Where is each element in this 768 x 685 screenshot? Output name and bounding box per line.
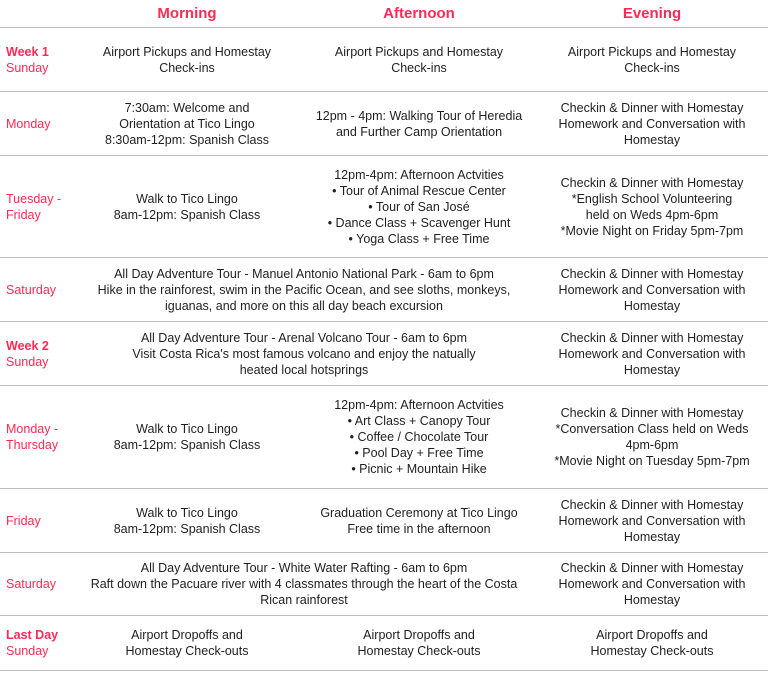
table-row (0, 322, 768, 386)
morning-cell: Walk to Tico Lingo 8am-12pm: Spanish Class (72, 156, 302, 258)
afternoon-cell: Airport Dropoffs and Homestay Check-outs (302, 616, 536, 671)
day-cell (0, 156, 72, 258)
table-row (0, 489, 768, 553)
day-label: Monday (6, 116, 51, 131)
evening-cell: Checkin & Dinner with Homestay *English School Volunteering held on Weds 4pm-6pm *Movie Night on Friday 5pm-7pm (536, 156, 768, 258)
day-cell (0, 28, 72, 92)
evening-cell: Airport Dropoffs and Homestay Check-outs (536, 616, 768, 671)
day-label: Sunday (6, 644, 49, 658)
header-afternoon: Afternoon (302, 0, 536, 28)
evening-cell: Checkin & Dinner with Homestay Homework and Conversation with Homestay (536, 553, 768, 616)
evening-cell: Checkin & Dinner with Homestay Homework and Conversation with Homestay (536, 489, 768, 553)
header-row (0, 0, 768, 28)
evening-cell: Checkin & Dinner with Homestay Homework and Conversation with Homestay (536, 92, 768, 156)
day-cell (0, 386, 72, 489)
evening-cell: Checkin & Dinner with Homestay Homework and Conversation with Homestay (536, 258, 768, 322)
table-row (0, 92, 768, 156)
day-cell (0, 616, 72, 671)
all-day-cell: All Day Adventure Tour - White Water Rafting - 6am to 6pm Raft down the Pacuare river with 4 classmates through the heart of the Costa Rican rainforest (72, 553, 536, 616)
header-evening: Evening (536, 0, 768, 28)
day-cell (0, 92, 72, 156)
day-cell (0, 322, 72, 386)
day-cell (0, 258, 72, 322)
day-label: Friday (6, 513, 41, 528)
afternoon-cell: Graduation Ceremony at Tico Lingo Free time in the afternoon (302, 489, 536, 553)
evening-cell: Checkin & Dinner with Homestay Homework and Conversation with Homestay (536, 322, 768, 386)
evening-cell: Airport Pickups and Homestay Check-ins (536, 28, 768, 92)
day-label: Saturday (6, 282, 57, 297)
table-row (0, 553, 768, 616)
day-cell (0, 553, 72, 616)
afternoon-cell: 12pm - 4pm: Walking Tour of Heredia and Further Camp Orientation (302, 92, 536, 156)
morning-cell: 7:30am: Welcome and Orientation at Tico Lingo 8:30am-12pm: Spanish Class (72, 92, 302, 156)
morning-cell: Airport Dropoffs and Homestay Check-outs (72, 616, 302, 671)
morning-cell: Airport Pickups and Homestay Check-ins (72, 28, 302, 92)
table-row (0, 386, 768, 489)
day-label: Tuesday - Friday (6, 191, 62, 222)
all-day-cell: All Day Adventure Tour - Manuel Antonio National Park - 6am to 6pm Hike in the rainforest, swim in the Pacific Ocean, and see sloths, monkeys, iguanas, and more on this all day beach excursion (72, 258, 536, 322)
evening-cell: Checkin & Dinner with Homestay *Conversation Class held on Weds 4pm-6pm *Movie Night on Tuesday 5pm-7pm (536, 386, 768, 489)
day-label: Saturday (6, 577, 57, 591)
table-row (0, 258, 768, 322)
table-row (0, 28, 768, 92)
day-cell (0, 489, 72, 553)
day-label: Sunday (6, 354, 49, 369)
week-label: Week 1 (6, 44, 49, 59)
day-label: Monday - Thursday (6, 422, 59, 452)
afternoon-cell: 12pm-4pm: Afternoon Actvities • Art Class + Canopy Tour • Coffee / Chocolate Tour • Pool Day + Free Time • Picnic + Mountain Hike (302, 386, 536, 489)
afternoon-cell: Airport Pickups and Homestay Check-ins (302, 28, 536, 92)
morning-cell: Walk to Tico Lingo 8am-12pm: Spanish Class (72, 386, 302, 489)
week-label: Week 2 (6, 338, 49, 353)
day-label: Sunday (6, 60, 49, 75)
header-day-blank (0, 0, 72, 28)
table-row (0, 616, 768, 671)
header-morning: Morning (72, 0, 302, 28)
afternoon-cell: 12pm-4pm: Afternoon Actvities • Tour of Animal Rescue Center • Tour of San José • Dance Class + Scavenger Hunt • Yoga Class + Free Time (302, 156, 536, 258)
table-row (0, 156, 768, 258)
week-label: Last Day (6, 628, 59, 642)
morning-cell: Walk to Tico Lingo 8am-12pm: Spanish Class (72, 489, 302, 553)
all-day-cell: All Day Adventure Tour - Arenal Volcano Tour - 6am to 6pm Visit Costa Rica's most famous volcano and enjoy the natually heated local hotsprings (72, 322, 536, 386)
